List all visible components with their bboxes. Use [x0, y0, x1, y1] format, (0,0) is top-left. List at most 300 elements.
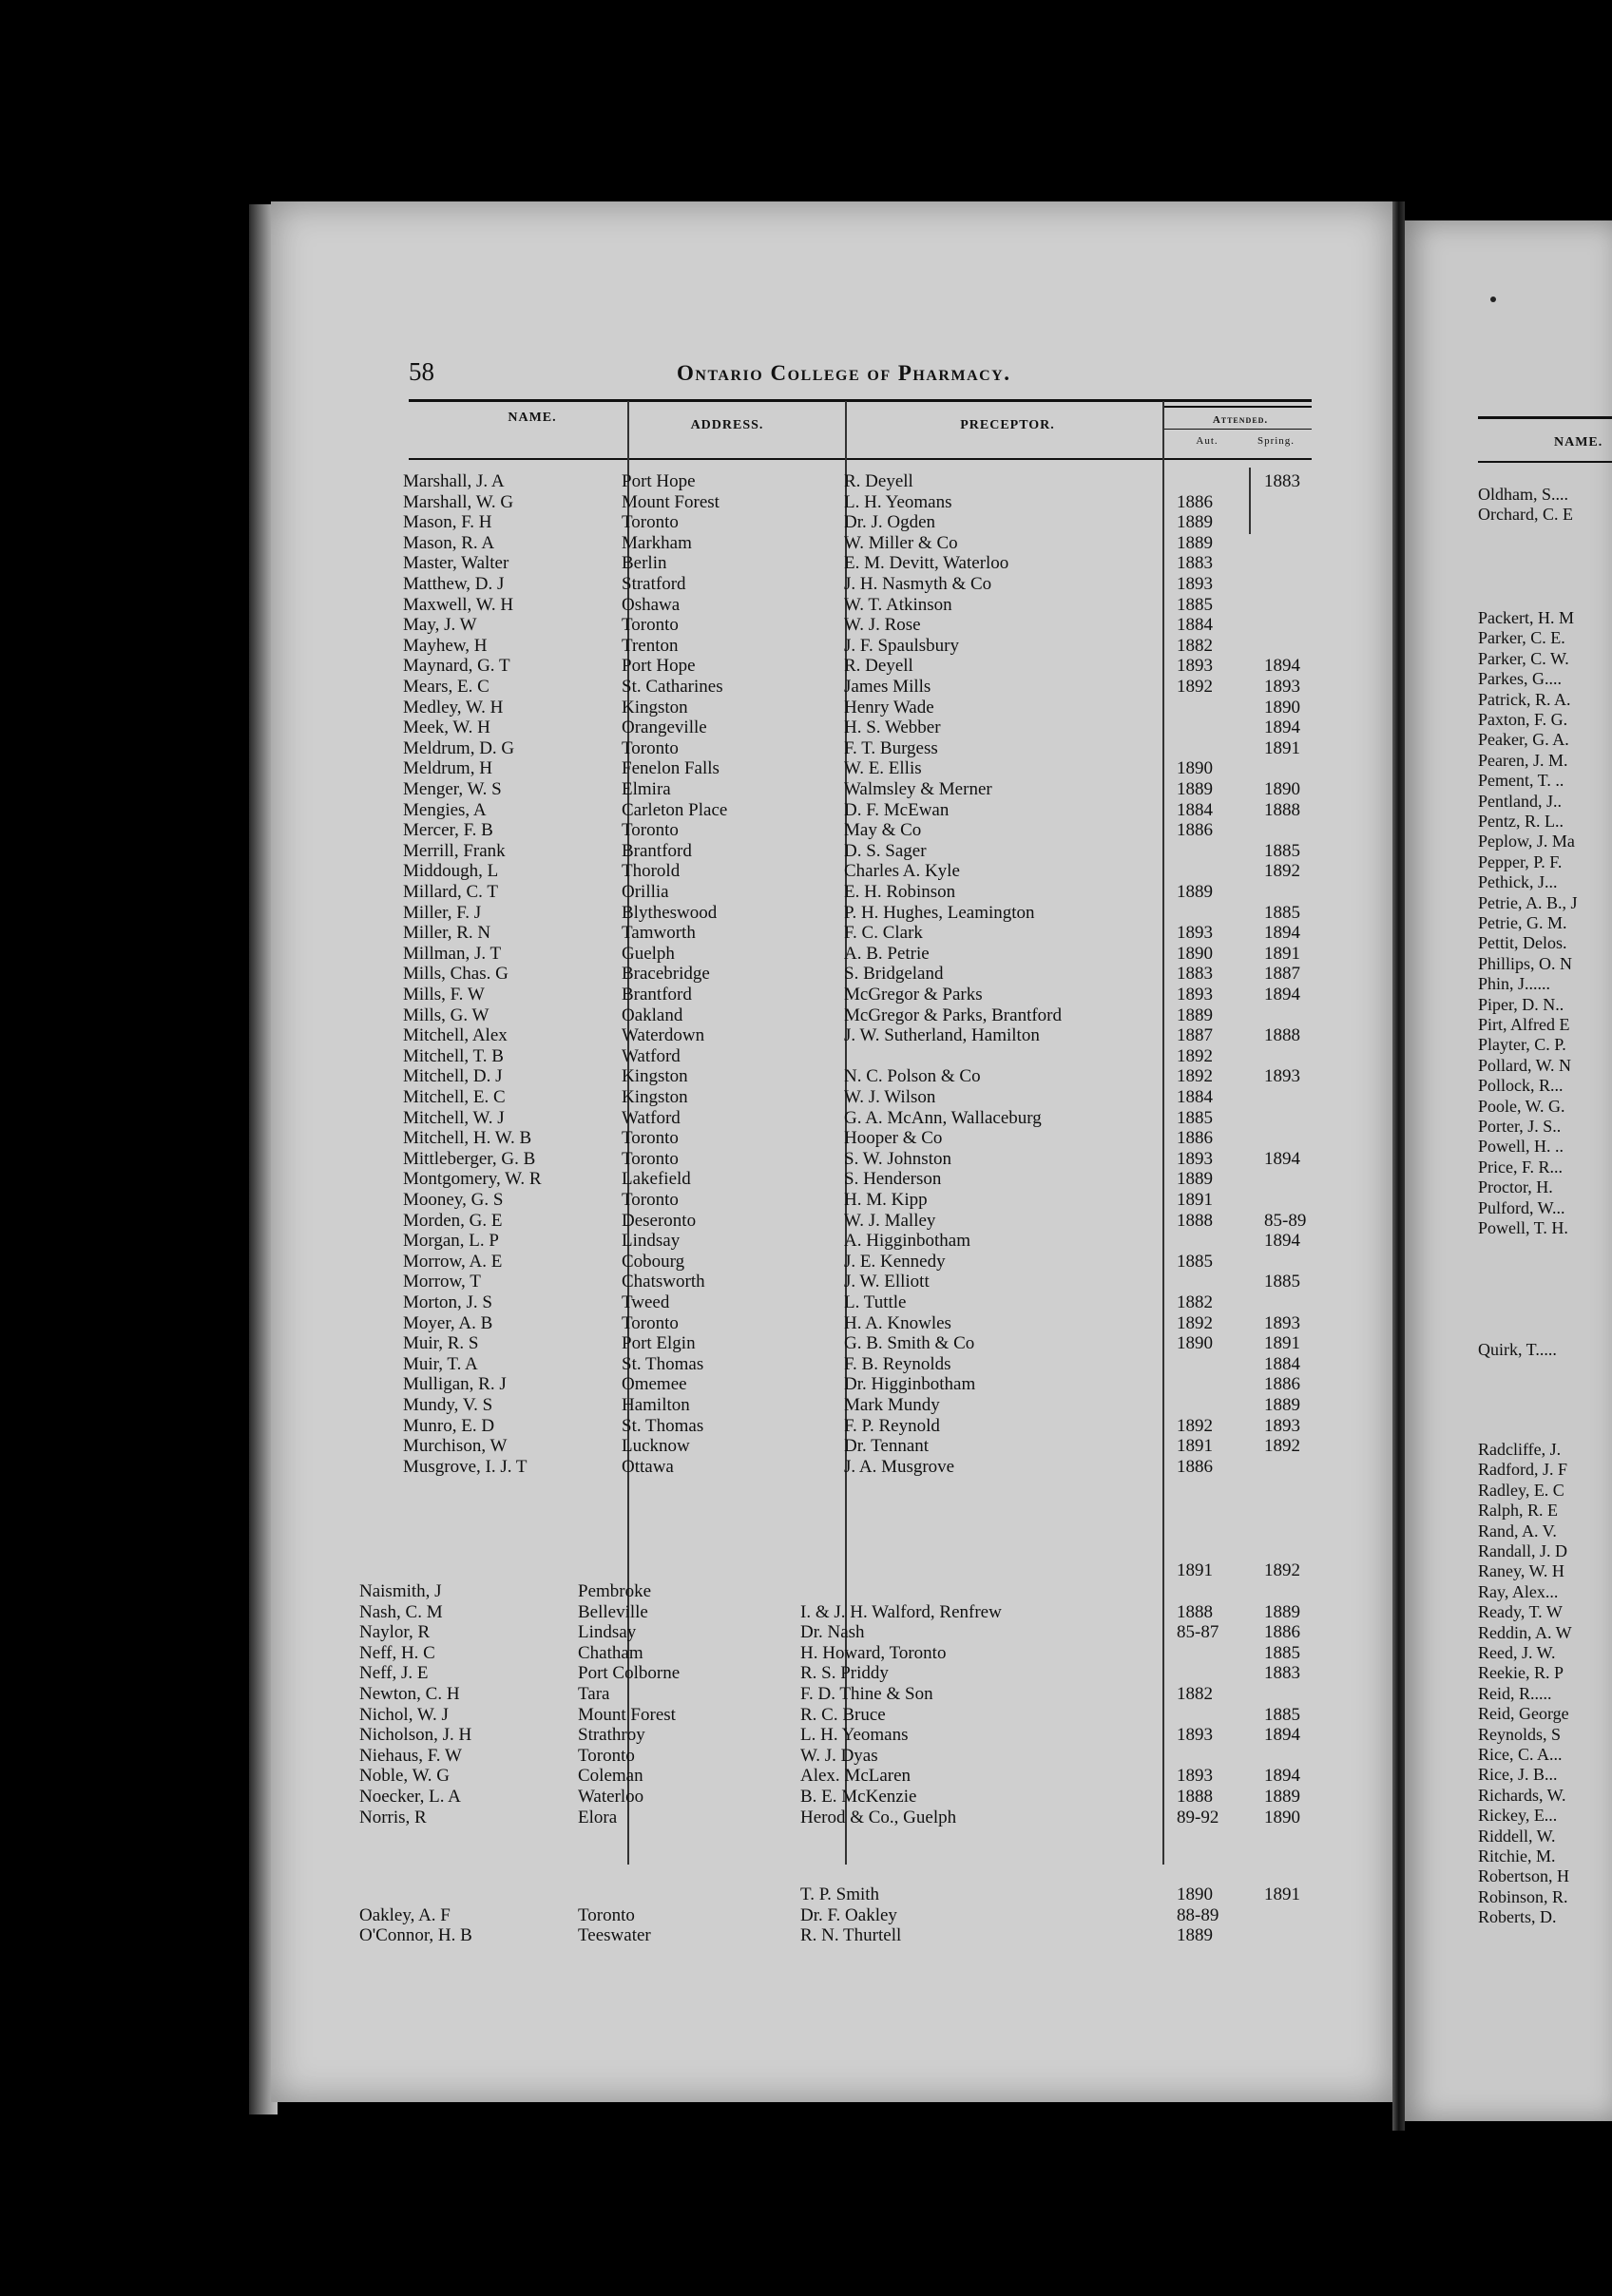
preceptor-cell: N. C. Polson & Co: [844, 1066, 981, 1086]
preceptor-cell: Dr. Tennant: [844, 1436, 930, 1456]
name-cell: Matthew, D. J: [403, 574, 505, 594]
name-cell: Medley, W. H: [403, 698, 504, 718]
preceptor-cell: W. J. Wilson: [844, 1087, 936, 1107]
spring-cell: 1888: [1264, 1025, 1300, 1045]
table-row: [0, 820, 1331, 841]
header-aut: Aut.: [1196, 435, 1219, 447]
right-name-entry: Pentland, J..: [1478, 792, 1562, 811]
table-row: [0, 1025, 1331, 1046]
spring-cell: 1894: [1264, 985, 1300, 1004]
spring-cell: 1892: [1264, 861, 1300, 881]
aut-cell: 1889: [1177, 1169, 1213, 1189]
table-row: [0, 698, 1331, 718]
spring-cell: 1894: [1264, 1725, 1300, 1745]
spring-cell: 1885: [1264, 903, 1300, 923]
right-name-entry: Reddin, A. W: [1478, 1623, 1572, 1642]
address-cell: Bracebridge: [622, 964, 710, 984]
header-name: NAME.: [508, 411, 557, 425]
name-cell: May, J. W: [403, 615, 477, 635]
table-row: [0, 1313, 1331, 1334]
spring-cell: 1888: [1264, 800, 1300, 820]
preceptor-cell: L. H. Yeomans: [844, 492, 952, 512]
aut-cell: 1890: [1177, 758, 1213, 778]
preceptor-cell: R. Deyell: [844, 656, 913, 676]
aut-cell: 1893: [1177, 1725, 1213, 1745]
table-row: [0, 553, 1331, 574]
table-row: [0, 1787, 1331, 1808]
address-cell: Port Colborne: [578, 1663, 681, 1683]
preceptor-cell: F. C. Clark: [844, 923, 923, 943]
right-name-entry: Pearen, J. M.: [1478, 751, 1568, 770]
attended-rule: [1164, 429, 1312, 430]
table-row: [0, 1643, 1331, 1664]
table-row: [0, 492, 1331, 513]
right-name-entry: Pollard, W. N: [1478, 1056, 1572, 1075]
name-cell: Menger, W. S: [403, 779, 502, 799]
aut-cell: 1889: [1177, 512, 1213, 532]
preceptor-cell: H. S. Webber: [844, 718, 941, 737]
table-row: [0, 841, 1331, 862]
aut-cell: 1883: [1177, 964, 1213, 984]
address-cell: Port Hope: [622, 656, 696, 676]
preceptor-cell: James Mills: [844, 677, 931, 697]
aut-cell: 1885: [1177, 1108, 1213, 1128]
preceptor-cell: McGregor & Parks: [844, 985, 983, 1004]
table-row: [0, 882, 1331, 903]
right-name-entry: Petrie, G. M.: [1478, 913, 1567, 932]
aut-cell: 1882: [1177, 1292, 1213, 1312]
name-cell: Middough, L: [403, 861, 499, 881]
table-row: [0, 1333, 1331, 1354]
preceptor-cell: E. M. Devitt, Waterloo: [844, 553, 1009, 573]
preceptor-cell: B. E. McKenzie: [800, 1787, 917, 1807]
preceptor-cell: E. H. Robinson: [844, 882, 956, 902]
spring-cell: 1891: [1264, 944, 1300, 964]
aut-cell: 89-92: [1177, 1808, 1219, 1827]
spring-cell: 1894: [1264, 1149, 1300, 1169]
name-cell: Marshall, W. G: [403, 492, 514, 512]
address-cell: Toronto: [622, 820, 679, 840]
address-cell: Port Elgin: [622, 1333, 696, 1353]
preceptor-cell: R. Deyell: [844, 471, 913, 491]
right-name-entry: Parker, C. E.: [1478, 628, 1565, 647]
address-cell: Chatham: [578, 1643, 643, 1663]
table-row: [0, 718, 1331, 738]
name-cell: Mulligan, R. J: [403, 1374, 507, 1394]
aut-cell: 1885: [1177, 595, 1213, 615]
table-row: [0, 985, 1331, 1005]
aut-cell: 1884: [1177, 800, 1213, 820]
name-cell: Morrow, T: [403, 1272, 481, 1292]
address-cell: Brantford: [622, 985, 692, 1004]
address-cell: Tweed: [622, 1292, 670, 1312]
preceptor-cell: J. W. Sutherland, Hamilton: [844, 1025, 1040, 1045]
aut-cell: 1892: [1177, 1046, 1213, 1066]
preceptor-cell: F. T. Burgess: [844, 738, 938, 758]
table-row: [0, 656, 1331, 677]
header-rule-bottom: [409, 458, 1312, 460]
right-name-entry: Reynolds, S: [1478, 1725, 1562, 1744]
aut-cell: 1889: [1177, 1925, 1213, 1945]
header-attended: Attended.: [1212, 414, 1269, 426]
address-cell: Oakland: [622, 1005, 683, 1025]
name-cell: Muir, T. A: [403, 1354, 478, 1374]
preceptor-cell: W. J. Dyas: [800, 1746, 878, 1766]
name-cell: Morgan, L. P: [403, 1231, 499, 1251]
aut-cell: 1884: [1177, 1087, 1213, 1107]
spring-cell: 1886: [1264, 1622, 1300, 1642]
right-name-entry: Randall, J. D: [1478, 1541, 1567, 1560]
preceptor-cell: H. Howard, Toronto: [800, 1643, 947, 1663]
name-cell: Mooney, G. S: [403, 1190, 504, 1210]
address-cell: Tamworth: [622, 923, 696, 943]
preceptor-cell: G. A. McAnn, Wallaceburg: [844, 1108, 1042, 1128]
table-row: [0, 677, 1331, 698]
table-row: [0, 1746, 1331, 1767]
right-name-entry: Pulford, W...: [1478, 1198, 1565, 1217]
aut-cell: 1893: [1177, 985, 1213, 1004]
name-cell: Meldrum, D. G: [403, 738, 515, 758]
address-cell: Toronto: [622, 1149, 679, 1169]
table-row: [0, 1272, 1331, 1292]
preceptor-cell: Dr. Nash: [800, 1622, 865, 1642]
preceptor-cell: McGregor & Parks, Brantford: [844, 1005, 1063, 1025]
aut-cell: 1883: [1177, 553, 1213, 573]
preceptor-cell: W. J. Rose: [844, 615, 921, 635]
preceptor-cell: W. Miller & Co: [844, 533, 958, 553]
name-cell: Morton, J. S: [403, 1292, 492, 1312]
table-row: [0, 1169, 1331, 1190]
right-name-entry: Paxton, F. G.: [1478, 710, 1568, 729]
spring-cell: 1885: [1264, 1643, 1300, 1663]
name-cell: Miller, F. J: [403, 903, 482, 923]
name-cell: Mittleberger, G. B: [403, 1149, 536, 1169]
spring-cell: 1891: [1264, 738, 1300, 758]
name-cell: Merrill, Frank: [403, 841, 506, 861]
address-cell: Thorold: [622, 861, 681, 881]
right-name-entry: Radford, J. F: [1478, 1460, 1567, 1479]
right-name-entry: Phillips, O. N: [1478, 954, 1573, 973]
table-row: [0, 615, 1331, 636]
spring-cell: 1883: [1264, 1663, 1300, 1683]
spring-cell: 1893: [1264, 677, 1300, 697]
name-cell: Meek, W. H: [403, 718, 490, 737]
right-name-entry: Raney, W. H: [1478, 1561, 1564, 1580]
name-cell: Millard, C. T: [403, 882, 498, 902]
aut-cell: 1891: [1177, 1560, 1213, 1580]
address-cell: Belleville: [578, 1602, 648, 1622]
page-mark: [1490, 297, 1496, 302]
name-cell: Mitchell, E. C: [403, 1087, 506, 1107]
right-name-entry: Proctor, H.: [1478, 1177, 1553, 1196]
table-row: [0, 1046, 1331, 1067]
name-cell: Mills, F. W: [403, 985, 485, 1004]
right-name-entry: Radcliffe, J.: [1478, 1440, 1562, 1459]
preceptor-cell: J. A. Musgrove: [844, 1457, 955, 1477]
spring-cell: 1885: [1264, 1272, 1300, 1292]
aut-cell: 88-89: [1177, 1905, 1219, 1925]
right-name-entry: Pethick, J...: [1478, 872, 1558, 891]
table-row: [0, 903, 1331, 924]
name-cell: Noecker, L. A: [359, 1787, 461, 1807]
aut-cell: 1892: [1177, 677, 1213, 697]
address-cell: Berlin: [622, 553, 667, 573]
table-row: [0, 1808, 1331, 1828]
address-cell: Lucknow: [622, 1436, 690, 1456]
address-cell: Stratford: [622, 574, 686, 594]
preceptor-cell: F. P. Reynold: [844, 1416, 940, 1436]
aut-cell: 1888: [1177, 1602, 1213, 1622]
preceptor-cell: J. F. Spaulsbury: [844, 636, 959, 656]
spring-cell: 1892: [1264, 1560, 1300, 1580]
aut-cell: 1893: [1177, 1149, 1213, 1169]
name-cell: Neff, H. C: [359, 1643, 435, 1663]
spring-cell: 1887: [1264, 964, 1300, 984]
preceptor-cell: W. T. Atkinson: [844, 595, 952, 615]
address-cell: Guelph: [622, 944, 675, 964]
book-gutter: [1392, 201, 1405, 2131]
table-row: [0, 1292, 1331, 1313]
name-cell: Mengies, A: [403, 800, 487, 820]
right-name-entry: Reid, R.....: [1478, 1684, 1552, 1703]
preceptor-cell: Dr. J. Ogden: [844, 512, 936, 532]
name-cell: Mills, Chas. G: [403, 964, 509, 984]
spring-cell: 1883: [1264, 471, 1300, 491]
spring-cell: 85-89: [1264, 1211, 1307, 1231]
table-row: [0, 1885, 1331, 1905]
table-row: [0, 944, 1331, 965]
right-name-entry: Phin, J......: [1478, 974, 1551, 993]
aut-cell: 1892: [1177, 1066, 1213, 1086]
preceptor-cell: F. B. Reynolds: [844, 1354, 951, 1374]
preceptor-cell: Alex. McLaren: [800, 1766, 912, 1786]
right-name-entry: Roberts, D.: [1478, 1907, 1557, 1926]
name-cell: Musgrove, I. J. T: [403, 1457, 528, 1477]
aut-cell: 1886: [1177, 820, 1213, 840]
right-name-entry: Peplow, J. Ma: [1478, 832, 1575, 851]
address-cell: Toronto: [622, 1128, 679, 1148]
name-cell: Mills, G. W: [403, 1005, 489, 1025]
right-name-entry: Powell, H. ..: [1478, 1137, 1564, 1156]
address-cell: Toronto: [578, 1746, 635, 1766]
name-cell: Mercer, F. B: [403, 820, 493, 840]
address-cell: Carleton Place: [622, 800, 728, 820]
preceptor-cell: A. Higginbotham: [844, 1231, 970, 1251]
right-name-entry: Petrie, A. B., J: [1478, 893, 1578, 912]
spring-cell: 1890: [1264, 779, 1300, 799]
table-row: [0, 1190, 1331, 1211]
preceptor-cell: Dr. F. Oakley: [800, 1905, 897, 1925]
aut-cell: 1891: [1177, 1436, 1213, 1456]
address-cell: Elora: [578, 1808, 618, 1827]
preceptor-cell: S. Henderson: [844, 1169, 942, 1189]
address-cell: Oshawa: [622, 595, 681, 615]
right-name-entry: Ready, T. W: [1478, 1602, 1563, 1621]
table-row: [0, 1087, 1331, 1108]
preceptor-cell: L. Tuttle: [844, 1292, 907, 1312]
address-cell: Orillia: [622, 882, 669, 902]
preceptor-cell: May & Co: [844, 820, 922, 840]
preceptor-cell: P. H. Hughes, Leamington: [844, 903, 1035, 923]
name-cell: Munro, E. D: [403, 1416, 495, 1436]
table-row: [0, 1622, 1331, 1643]
preceptor-cell: T. P. Smith: [800, 1885, 880, 1904]
aut-cell: 1884: [1177, 615, 1213, 635]
address-cell: Strathroy: [578, 1725, 645, 1745]
address-cell: Ottawa: [622, 1457, 674, 1477]
name-cell: Master, Walter: [403, 553, 509, 573]
spring-cell: 1885: [1264, 841, 1300, 861]
name-cell: Maynard, G. T: [403, 656, 510, 676]
table-row: [0, 574, 1331, 595]
address-cell: Mount Forest: [622, 492, 720, 512]
name-cell: Nicholson, J. H: [359, 1725, 472, 1745]
aut-cell: 1889: [1177, 779, 1213, 799]
right-name-entry: Piper, D. N..: [1478, 995, 1564, 1014]
table-row: [0, 1766, 1331, 1787]
right-name-entry: Reekie, R. P: [1478, 1663, 1564, 1682]
name-cell: Moyer, A. B: [403, 1313, 493, 1333]
address-cell: Waterloo: [578, 1787, 644, 1807]
address-cell: Port Hope: [622, 471, 696, 491]
table-row: [0, 1374, 1331, 1395]
table-row: [0, 512, 1331, 533]
address-cell: Waterdown: [622, 1025, 705, 1045]
right-name-entry: Radley, E. C: [1478, 1481, 1564, 1500]
table-row: [0, 1725, 1331, 1746]
address-cell: St. Thomas: [622, 1416, 704, 1436]
address-cell: Fenelon Falls: [622, 758, 720, 778]
name-cell: Neff, J. E: [359, 1663, 429, 1683]
name-cell: Mitchell, T. B: [403, 1046, 504, 1066]
right-header-rule-top: [1478, 416, 1612, 419]
aut-cell: 85-87: [1177, 1622, 1219, 1642]
preceptor-cell: A. B. Petrie: [844, 944, 930, 964]
preceptor-cell: J. W. Elliott: [844, 1272, 930, 1292]
preceptor-cell: J. H. Nasmyth & Co: [844, 574, 992, 594]
name-cell: Morrow, A. E: [403, 1252, 503, 1272]
aut-cell: 1890: [1177, 1333, 1213, 1353]
preceptor-cell: D. F. McEwan: [844, 800, 950, 820]
table-row: [0, 1436, 1331, 1457]
table-row: [0, 1128, 1331, 1149]
aut-cell: 1893: [1177, 1766, 1213, 1786]
preceptor-cell: R. C. Bruce: [800, 1705, 886, 1725]
name-cell: Muir, R. S: [403, 1333, 479, 1353]
spring-cell: 1886: [1264, 1374, 1300, 1394]
spring-cell: 1890: [1264, 698, 1300, 718]
name-cell: Mears, E. C: [403, 677, 489, 697]
right-name-entry: Ray, Alex...: [1478, 1582, 1559, 1601]
aut-cell: 1890: [1177, 944, 1213, 964]
preceptor-cell: I. & J. H. Walford, Renfrew: [800, 1602, 1002, 1622]
right-name-entry: Pepper, P. F.: [1478, 852, 1563, 871]
right-name-entry: Pement, T. ..: [1478, 771, 1564, 790]
name-cell: Mason, R. A: [403, 533, 495, 553]
address-cell: Lindsay: [578, 1622, 637, 1642]
name-cell: Mason, F. H: [403, 512, 492, 532]
table-row: [0, 738, 1331, 759]
address-cell: Elmira: [622, 779, 671, 799]
right-name-entry: Riddell, W.: [1478, 1827, 1556, 1846]
name-cell: Montgomery, W. R: [403, 1169, 542, 1189]
table-row: [0, 1252, 1331, 1272]
table-row: [0, 1602, 1331, 1623]
preceptor-cell: W. E. Ellis: [844, 758, 922, 778]
spring-cell: 1890: [1264, 1808, 1300, 1827]
table-row: [0, 1905, 1331, 1926]
name-cell: Meldrum, H: [403, 758, 492, 778]
table-row: [0, 964, 1331, 985]
address-cell: Kingston: [622, 1066, 688, 1086]
right-name-entry: Robertson, H: [1478, 1866, 1569, 1885]
table-row: [0, 1149, 1331, 1170]
preceptor-cell: Mark Mundy: [844, 1395, 940, 1415]
address-cell: Deseronto: [622, 1211, 697, 1231]
aut-cell: 1892: [1177, 1416, 1213, 1436]
aut-cell: 1885: [1177, 1252, 1213, 1272]
preceptor-cell: Walmsley & Merner: [844, 779, 992, 799]
spring-cell: 1894: [1264, 923, 1300, 943]
preceptor-cell: H. M. Kipp: [844, 1190, 928, 1210]
address-cell: Kingston: [622, 698, 688, 718]
address-cell: Trenton: [622, 636, 679, 656]
name-cell: Mitchell, W. J: [403, 1108, 505, 1128]
address-cell: Lakefield: [622, 1169, 691, 1189]
spring-cell: 1885: [1264, 1705, 1300, 1725]
address-cell: Toronto: [622, 1190, 679, 1210]
address-cell: St. Thomas: [622, 1354, 704, 1374]
aut-cell: 1882: [1177, 1684, 1213, 1704]
preceptor-cell: S. Bridgeland: [844, 964, 944, 984]
address-cell: St. Catharines: [622, 677, 723, 697]
name-cell: Millman, J. T: [403, 944, 502, 964]
spring-cell: 1889: [1264, 1787, 1300, 1807]
right-name-entry: Ralph, R. E: [1478, 1501, 1558, 1520]
preceptor-cell: Herod & Co., Guelph: [800, 1808, 957, 1827]
right-name-entry: Rand, A. V.: [1478, 1521, 1557, 1540]
name-cell: Niehaus, F. W: [359, 1746, 462, 1766]
address-cell: Coleman: [578, 1766, 643, 1786]
aut-cell: 1891: [1177, 1190, 1213, 1210]
spring-cell: 1893: [1264, 1313, 1300, 1333]
table-row: [0, 1005, 1331, 1026]
right-name-entry: Ritchie, M.: [1478, 1846, 1556, 1866]
table-row: [0, 1066, 1331, 1087]
right-name-entry: Robinson, R.: [1478, 1887, 1568, 1906]
preceptor-cell: Hooper & Co: [844, 1128, 943, 1148]
address-cell: Brantford: [622, 841, 692, 861]
aut-cell: 1889: [1177, 533, 1213, 553]
right-name-entry: Rice, C. A...: [1478, 1745, 1563, 1764]
preceptor-cell: D. S. Sager: [844, 841, 927, 861]
header-address: ADDRESS.: [690, 418, 764, 432]
right-name-entry: Pentz, R. L..: [1478, 812, 1564, 831]
spring-cell: 1884: [1264, 1354, 1300, 1374]
table-row: [0, 923, 1331, 944]
name-cell: Morden, G. E: [403, 1211, 503, 1231]
address-cell: Tara: [578, 1684, 610, 1704]
header-rule-top-2: [1164, 406, 1312, 408]
name-cell: Nichol, W. J: [359, 1705, 449, 1725]
spring-cell: 1893: [1264, 1066, 1300, 1086]
preceptor-cell: S. W. Johnston: [844, 1149, 951, 1169]
address-cell: Markham: [622, 533, 692, 553]
address-cell: Orangeville: [622, 718, 707, 737]
table-row: [0, 636, 1331, 657]
address-cell: Watford: [622, 1046, 681, 1066]
right-name-entry: Rickey, E...: [1478, 1806, 1558, 1825]
